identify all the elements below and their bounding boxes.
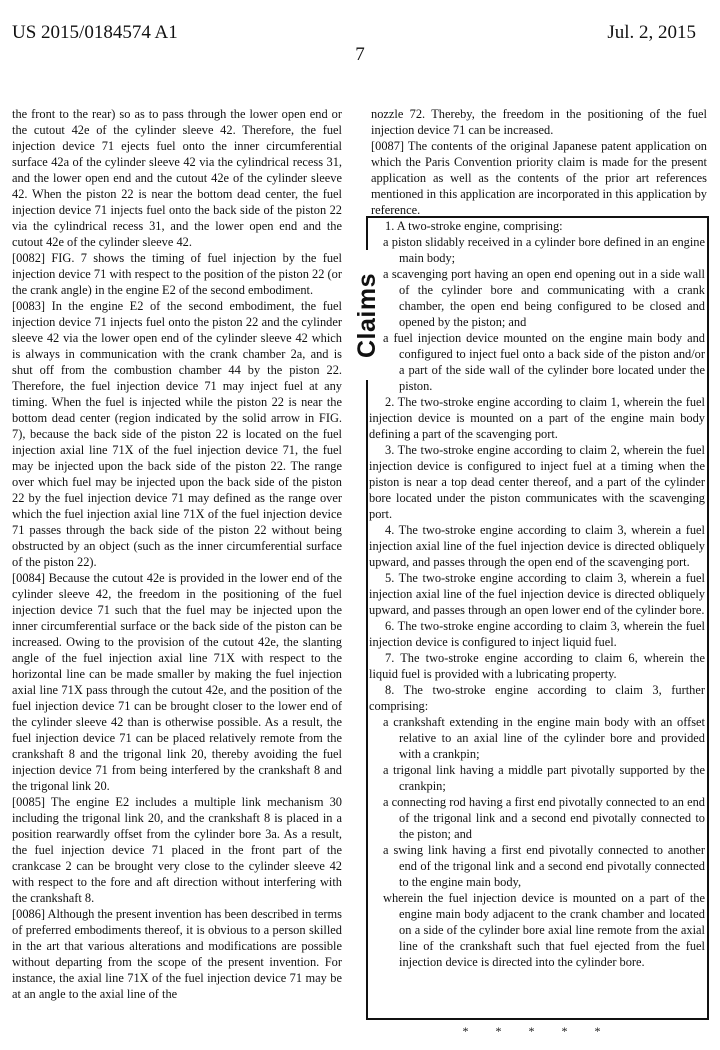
claim-8-wherein: wherein the fuel injection device is mounted on a part of the engine main body adjacent to the crank chamber and located on a side of the cylinder bore axial line remote from the axial line of the crankshaft such that fuel ejected from the fuel injection device is directed into the cylinder bore. xyxy=(383,891,705,969)
publication-number: US 2015/0184574 A1 xyxy=(12,22,178,43)
paragraph: the front to the rear) so as to pass through the lower open end or the cutout 42e of the cylinder sleeve 42. Therefore, the fuel injection device 71 ejects fuel onto the inner circumferential surface 42a of the cylinder sleeve 42 via the cylindrical recess 31, and the lower open end and the cutout 42e of the cylinder sleeve 42. When the piston 22 is near the bottom dead center, the fuel injection device 71 injects fuel onto the back side of the piston 22 via the cylindrical recess 31, and the lower open end and the cutout 42e of the cylinder sleeve 42. xyxy=(12,107,342,249)
claim-1-element: a piston slidably received in a cylinder bore defined in an engine main body; xyxy=(383,235,705,265)
paragraph-continued: nozzle 72. Thereby, the freedom in the positioning of the fuel injection device 71 can be increased. xyxy=(371,107,707,137)
claims-list xyxy=(369,218,705,970)
right-text-column xyxy=(371,106,707,218)
claims-stamp xyxy=(354,250,380,380)
claim-3: 3. The two-stroke engine according to claim 2, wherein the fuel injection device is configured to inject fuel at a timing when the piston is near a top dead center thereof, and a part of the cylinder bore located under the piston communicates with the scavenging port. xyxy=(369,443,705,521)
claim-6: 6. The two-stroke engine according to claim 3, wherein the fuel injection device is configured to inject liquid fuel. xyxy=(369,619,705,649)
claim-8-element: a connecting rod having a first end pivotally connected to an end of the trigonal link and a second end pivotally connected to the piston; and xyxy=(383,795,705,841)
paragraph-0084: [0084] Because the cutout 42e is provided in the lower end of the cylinder sleeve 42, the freedom in the positioning of the fuel injection device 71 such that the fuel may be injected upon the inner circumferential surface or the back side of the piston can be increased. Owing to the provision of the cutout 42e, the slanting angle of the fuel injection axial line 71X with respect to the horizontal line can be made smaller by making the fuel injection axial line 71X pass through the cutout 42e, and the position of the fuel injection device 71 can be brought closer to the lower end of the cylinder sleeve 42 than is otherwise possible. As a result, the fuel injection device 71 can be placed relatively remote from the crankshaft 8 and the trigonal link 20, thereby avoiding the fuel injection device 71 from being interfered by the crankshaft 8 and the trigonal link 20. xyxy=(12,571,342,793)
claim-8-element: a swing link having a first end pivotally connected to another end of the trigonal link and a second end pivotally connected to the engine main body, xyxy=(383,843,705,889)
paragraph-0083: [0083] In the engine E2 of the second embodiment, the fuel injection device 71 injects fuel onto the piston 22 and the cylinder sleeve 42 via the lower open end of the cylinder sleeve 42 which is always in communication with the crank chamber 2a, and is shut off from the combustion chamber 44 by the piston 22. Therefore, the fuel injection device 71 may inject fuel at any timing. When the fuel is injected while the piston 22 is near the bottom dead center (region indicated by the solid arrow in FIG. 7), because the back side of the piston 22 is located on the fuel injection axial line 71X of the fuel injection device 71, the fuel may be injected upon the back side of the piston 22. The range over which fuel may be injected upon the back side of the piston 22 by the fuel injection device 71 may defined as the range over which the fuel injection axial line 71X of the fuel injection device 71 passes through the back side of the piston 22 without being obstructed by an object (such as the inner circumferential surface of the piston 22). xyxy=(12,299,342,569)
page-number: 7 xyxy=(355,44,365,65)
claim-1-element: a scavenging port having an open end opening out in a side wall of the cylinder bore and communicating with a crank chamber, the open end being configured to be closed and opened by the piston; and xyxy=(383,267,705,329)
claim-4: 4. The two-stroke engine according to claim 3, wherein a fuel injection axial line of the fuel injection device is directed obliquely upward, and passes through the open end of the scavenging port. xyxy=(369,523,705,569)
claim-8-element: a trigonal link having a middle part pivotally supported by the crankpin; xyxy=(383,763,705,793)
claim-5: 5. The two-stroke engine according to claim 3, wherein a fuel injection axial line of the fuel injection device is directed obliquely upward, and passes through an open lower end of the cylinder bore. xyxy=(369,571,705,617)
end-of-document-stars: * * * * * xyxy=(462,1024,613,1038)
claim-1-element: a fuel injection device mounted on the engine main body and configured to inject fuel onto a back side of the piston and/or a part of the side wall of the cylinder bore located under the piston. xyxy=(383,331,705,393)
paragraph-0086: [0086] Although the present invention has been described in terms of preferred embodiments thereof, it is obvious to a person skilled in the art that various alterations and modifications are possible without departing from the scope of the present invention. For instance, the axial line 71X of the fuel injection device 71 may be at an angle to the axial line of the xyxy=(12,907,342,1001)
claim-8: 8. The two-stroke engine according to claim 3, further comprising: xyxy=(369,683,705,713)
claims-stamp-label: Claims xyxy=(352,272,381,358)
paragraph-0082: [0082] FIG. 7 shows the timing of fuel injection by the fuel injection device 71 with respect to the position of the piston 22 (or the crank angle) in the engine E2 of the second embodiment. xyxy=(12,251,342,297)
publication-date: Jul. 2, 2015 xyxy=(607,22,696,43)
paragraph-0085: [0085] The engine E2 includes a multiple link mechanism 30 including the trigonal link 20, and the crankshaft 8 is placed in a position rearwardly offset from the cylinder bore 3a. As a result, the fuel injection device 71 placed in the front part of the crankcase 2 can be brought very close to the cylinder sleeve 42 with respect to the fore and aft direction without interfering with the crankshaft 8. xyxy=(12,795,342,905)
claim-7: 7. The two-stroke engine according to claim 6, wherein the liquid fuel is provided with a lubricating property. xyxy=(369,651,705,681)
claim-8-element: a crankshaft extending in the engine main body with an offset relative to an axial line of the cylinder bore and provided with a crankpin; xyxy=(383,715,705,761)
left-text-column xyxy=(12,106,342,1002)
claim-2: 2. The two-stroke engine according to claim 1, wherein the fuel injection device is mounted on a part of the engine main body defining a part of the scavenging port. xyxy=(369,395,705,441)
claim-1: 1. A two-stroke engine, comprising: xyxy=(385,219,563,233)
paragraph-0087: [0087] The contents of the original Japanese patent application on which the Paris Convention priority claim is made for the present application as well as the contents of the prior art references mentioned in this application are incorporated in this application by reference. xyxy=(371,139,707,217)
